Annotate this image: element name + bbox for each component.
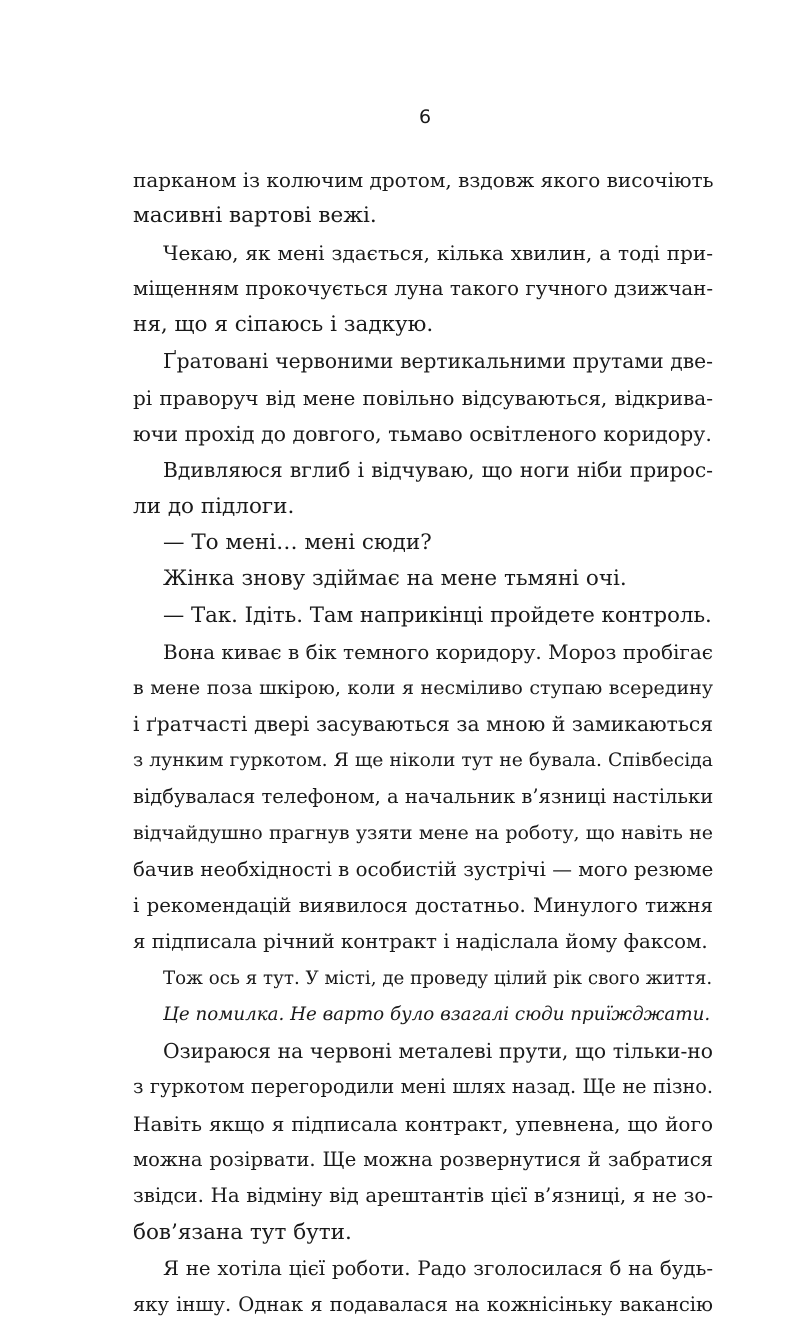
text-line: Це помилка. Не варто було взагалі сюди приїжджати. xyxy=(163,1003,711,1025)
text-line: Вдивляюся вглиб і відчуваю, що ноги ніби прирос- xyxy=(163,458,713,483)
text-line: бачив необхідності в особистій зустрічі — мого резюме xyxy=(133,857,714,881)
text-line: з лунким гуркотом. Я ще ніколи тут не бувала. Співбесіда xyxy=(133,749,713,771)
text-line: і рекомендацій виявилося достатньо. Минулого тижня xyxy=(133,893,713,917)
text-line: можна розірвати. Ще можна розвернутися й забратися xyxy=(133,1148,713,1172)
text-line: Навіть якщо я підписала контракт, упевнена, що його xyxy=(133,1111,713,1136)
text-line: відчайдушно прагнув узяти мене на роботу, що навіть не xyxy=(133,822,713,845)
text-line: бов’язана тут бути. xyxy=(133,1219,352,1245)
text-line: ли до підлоги. xyxy=(133,493,295,519)
text-line: Тож ось я тут. У місті, де проведу цілий рік свого життя. xyxy=(163,967,713,989)
text-line: відбувалася телефоном, а начальник в’язниці настільки xyxy=(133,785,714,809)
text-line: — Так. Ідіть. Там наприкінці пройдете контроль. xyxy=(163,602,712,628)
text-line: в мене поза шкірою, коли я несміливо ступаю всередину xyxy=(133,677,713,700)
text-line: Озираюся на червоні металеві прути, що тільки-но xyxy=(163,1039,713,1064)
text-line: — То мені… мені сюди? xyxy=(163,529,432,555)
text-line: ючи прохід до довгого, тьмаво освітленого коридору. xyxy=(133,422,712,447)
text-line: парканом із колючим дротом, вздовж якого височіють xyxy=(133,168,714,192)
body-text xyxy=(133,162,713,1324)
text-line: масивні вартові вежі. xyxy=(133,203,377,229)
text-line: звідси. На відміну від арештантів цієї в’язниці, я не зо- xyxy=(133,1184,713,1208)
text-line: рі праворуч від мене повільно відсуваються, відкрива- xyxy=(133,385,713,410)
text-line: Чекаю, як мені здається, кілька хвилин, а тоді при- xyxy=(163,240,713,265)
text-line: міщенням прокочується луна такого гучного дзижчан- xyxy=(133,276,713,300)
text-line: і ґратчасті двері засуваються за мною й замикаються xyxy=(133,712,713,737)
text-line: Ґратовані червоними вертикальними прутами две- xyxy=(163,349,713,374)
text-line: ня, що я сіпаюсь і задкую. xyxy=(133,312,434,338)
text-line: Вона киває в бік темного коридору. Мороз пробігає xyxy=(163,639,713,664)
text-line: я підписала річний контракт і надіслала йому факсом. xyxy=(133,930,708,954)
page-number: 6 xyxy=(418,106,432,128)
text-line: Я не хотіла цієї роботи. Радо зголосилася б на будь- xyxy=(163,1256,713,1280)
text-line: яку іншу. Однак я подавалася на кожнісіньку вакансію xyxy=(133,1293,713,1317)
text-line: Жінка знову здіймає на мене тьмяні очі. xyxy=(163,566,627,592)
text-line: з гуркотом перегородили мені шлях назад. Ще не пізно. xyxy=(133,1075,713,1099)
